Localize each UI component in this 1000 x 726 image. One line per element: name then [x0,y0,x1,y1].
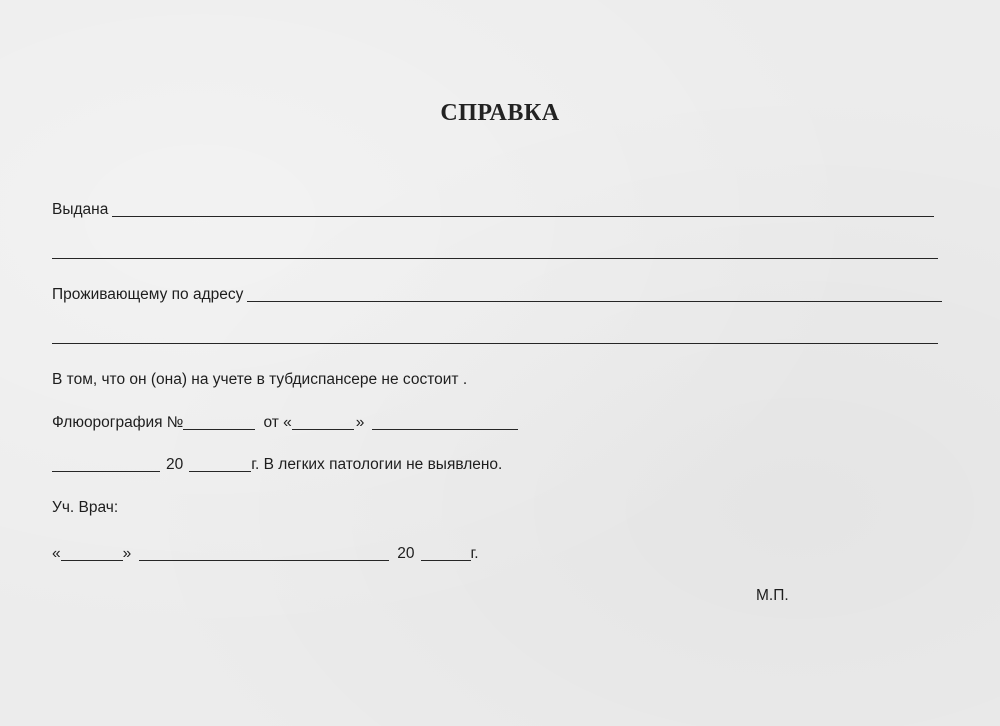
signature-month-field[interactable] [139,560,389,561]
fluoro-day-field[interactable] [292,429,354,430]
signature-year-field[interactable] [421,560,471,561]
address-field-2[interactable] [52,343,938,344]
address-row [52,286,942,304]
address-field[interactable] [247,301,942,302]
date-close-quote: » [122,545,132,562]
stamp-label: М.П. [756,587,789,604]
fluoro-row [52,414,672,432]
doctor-row [52,499,352,517]
document-title: СПРАВКА [440,100,560,126]
signature-day-field[interactable] [61,560,123,561]
fluoro-number-field[interactable] [183,429,255,430]
signature-year-prefix: 20 [397,545,415,562]
signature-year-suffix: г. [470,545,479,562]
address-label: Проживающему по адресу [52,286,244,303]
fluoro-month-field[interactable] [372,429,518,430]
fluoro-label: Флюорография № [52,414,184,431]
result-row [52,456,672,474]
issued-row-2 [52,246,938,261]
issued-label: Выдана [52,201,109,218]
statement-text: В том, что он (она) на учете в тубдиспансере не состоит . [52,371,468,388]
stamp-row [756,587,816,605]
date-open-quote: « [52,545,61,562]
result-month-field[interactable] [52,471,160,472]
issued-row [52,201,934,219]
year-prefix: 20 [166,456,184,473]
issued-field[interactable] [112,216,934,217]
address-row-2 [52,331,938,346]
signature-date-row [52,545,652,563]
result-text: г. В легких патологии не выявлено. [251,456,503,473]
doctor-label: Уч. Врач: [52,499,119,516]
quote-close: » [355,414,365,431]
from-label: от « [263,414,292,431]
result-year-field[interactable] [189,471,251,472]
statement-row [52,371,752,389]
issued-field-2[interactable] [52,258,938,259]
